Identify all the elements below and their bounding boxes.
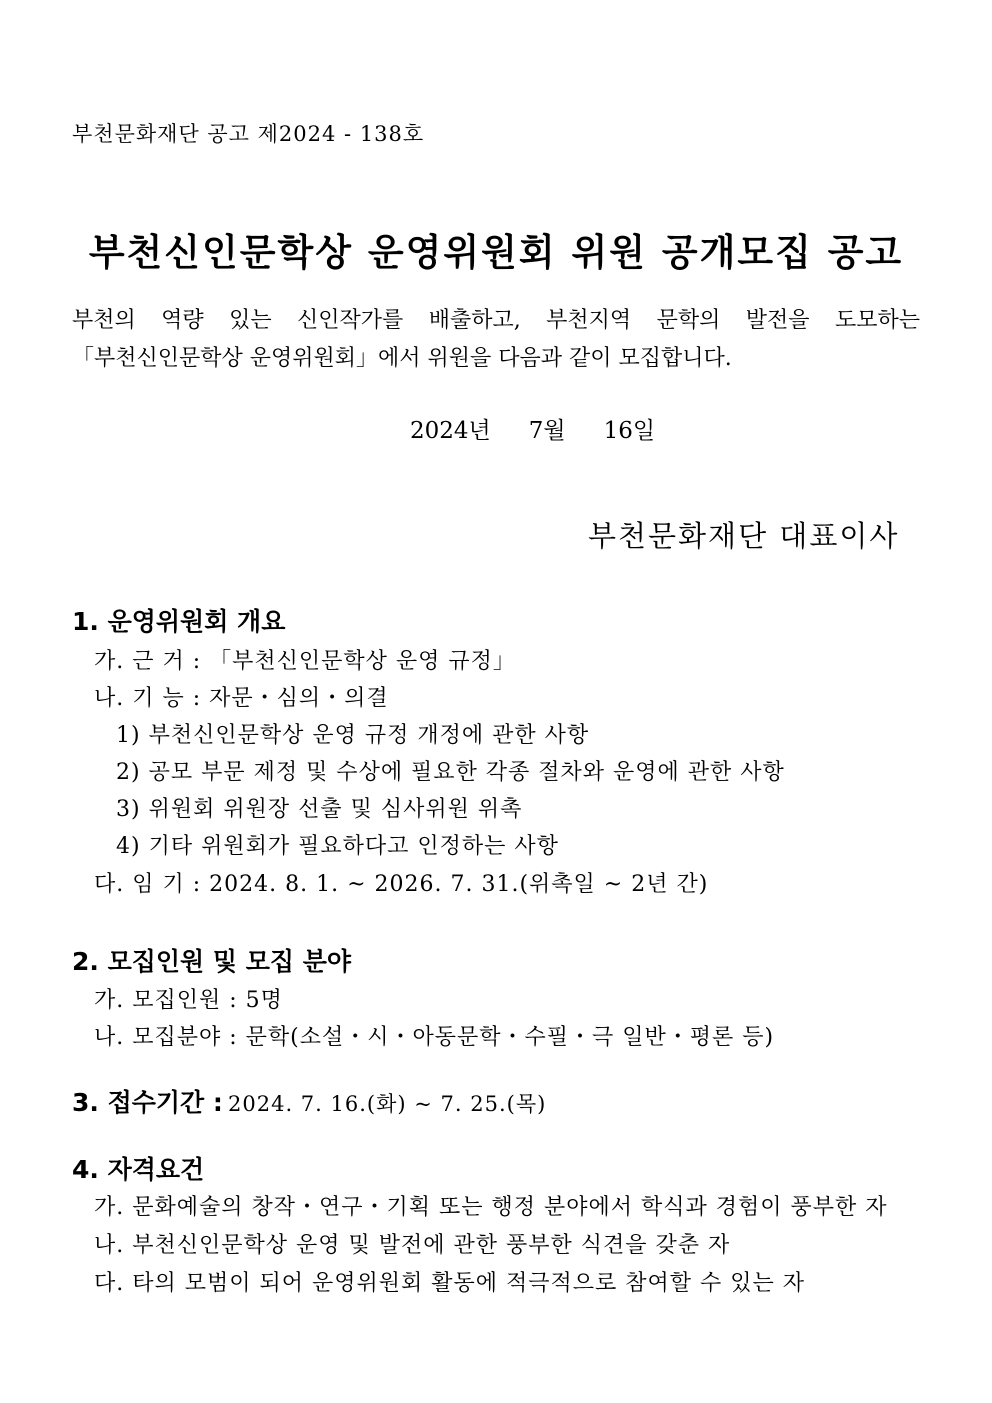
section-1-item-2: 2) 공모 부문 제정 및 수상에 필요한 각종 절차와 운영에 관한 사항 [116,760,785,785]
section-4-item-1: 가. 문화예술의 창작・연구・기획 또는 행정 분야에서 학식과 경험이 풍부한 자 [94,1195,888,1220]
notice-number: 부천문화재단 공고 제2024 - 138호 [72,122,425,146]
section-2-field: 나. 모집분야 : 문학(소설・시・아동문학・수필・극 일반・평론 등) [94,1025,775,1050]
section-2-heading: 2. 모집인원 및 모집 분야 [72,947,352,976]
section-3-heading: 3. 접수기간 : [72,1088,223,1117]
section-2-count: 가. 모집인원 : 5명 [94,988,283,1013]
section-4-heading: 4. 자격요건 [72,1155,205,1184]
section-1-item-4: 4) 기타 위원회가 필요하다고 인정하는 사항 [116,834,559,859]
section-4-item-2: 나. 부천신인문학상 운영 및 발전에 관한 풍부한 식견을 갖춘 자 [94,1233,731,1258]
intro-line-1: 부천의 역량 있는 신인작가를 배출하고, 부천지역 문학의 발전을 도모하는 [72,308,920,333]
section-3-period: 2024. 7. 16.(화) ~ 7. 25.(목) [228,1092,547,1116]
intro-line-2: 「부천신인문학상 운영위원회」에서 위원을 다음과 같이 모집합니다. [72,346,732,371]
section-1-function: 나. 기 능 : 자문・심의・의결 [94,686,389,711]
section-1-basis: 가. 근 거 : 「부천신인문학상 운영 규정」 [94,649,516,674]
page-title: 부천신인문학상 운영위원회 위원 공개모집 공고 [88,231,904,274]
section-3 [72,1083,546,1119]
date-month: 7월 [528,418,566,444]
section-4-item-3: 다. 타의 모범이 되어 운영위원회 활동에 적극적으로 참여할 수 있는 자 [94,1271,805,1296]
section-1-item-1: 1) 부천신인문학상 운영 규정 개정에 관한 사항 [116,723,590,748]
announcement-date [410,412,655,445]
date-day: 16일 [603,418,656,444]
section-1-heading: 1. 운영위원회 개요 [72,607,286,636]
signer: 부천문화재단 대표이사 [588,519,900,553]
intro-paragraph [72,302,920,378]
section-1-item-3: 3) 위원회 위원장 선출 및 심사위원 위촉 [116,797,523,822]
section-1-term: 다. 임 기 : 2024. 8. 1. ~ 2026. 7. 31.(위촉일 ~ 2년 간) [94,872,709,897]
date-year: 2024년 [410,418,491,444]
